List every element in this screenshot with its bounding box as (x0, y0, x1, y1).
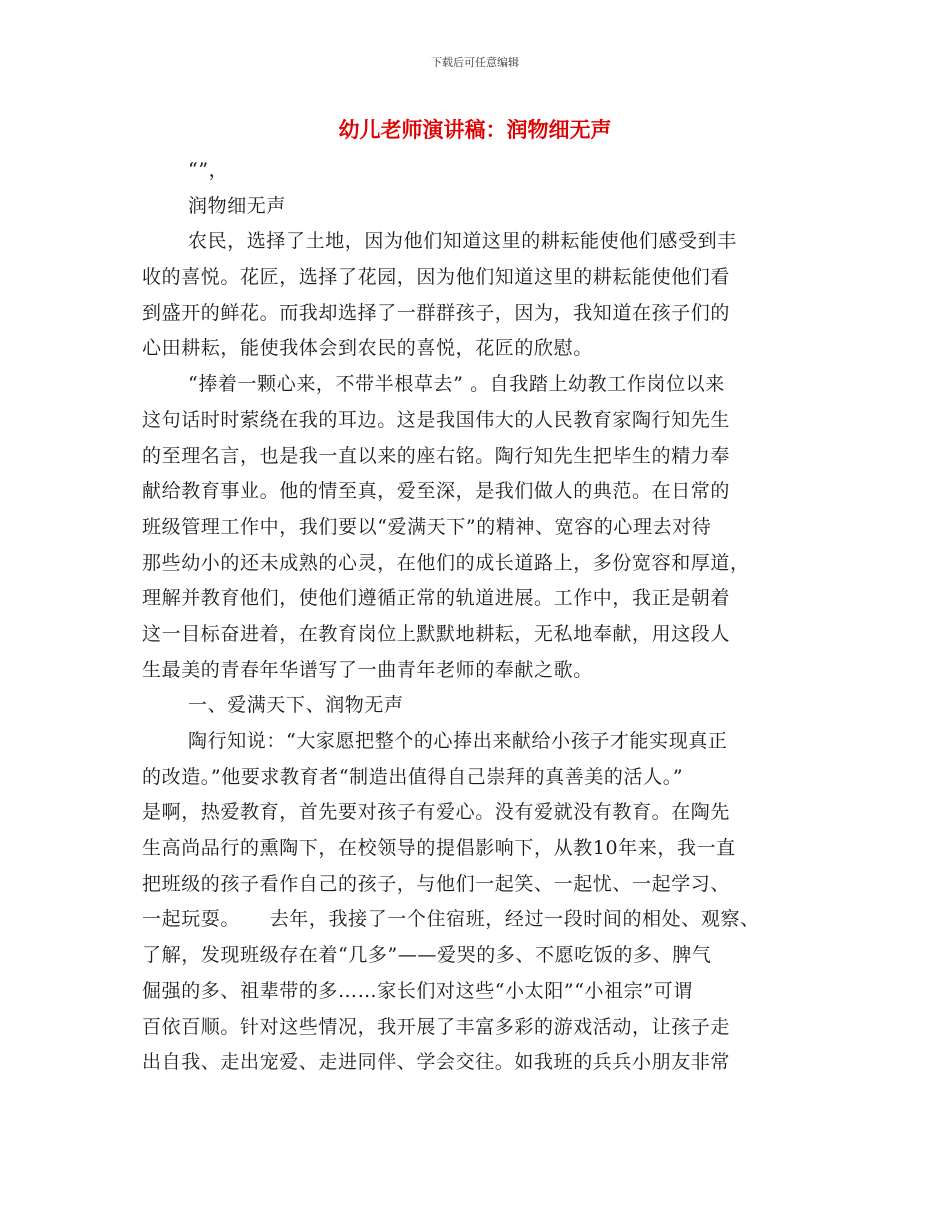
text-line: 那些幼小的还未成熟的心灵，在他们的成长道路上，多份宽容和厚道， (142, 551, 750, 574)
text-line: 这句话时时萦绕在我的耳边。这是我国伟大的人民教育家陶行知先生 (142, 408, 731, 431)
text-line: 倔强的多、祖辈带的多……家长们对这些“小太阳”“小祖宗”可谓 (142, 979, 693, 1002)
text-line: 的至理名言，也是我一直以来的座右铭。陶行知先生把毕生的精力奉 (142, 444, 731, 467)
text-line: 的改造。”他要求教育者“制造出值得自己崇拜的真善美的活人。” (142, 765, 684, 788)
page-header: 下载后可任意编辑 (431, 56, 519, 69)
text-line: 一、爱满天下、润物无声 (188, 694, 404, 717)
text-line: 生高尚品行的熏陶下，在校领导的提倡影响下，从教10年来，我一直 (142, 837, 736, 860)
text-line: 出自我、走出宠爱、走进同伴、学会交往。如我班的兵兵小朋友非常 (142, 1051, 731, 1074)
document-title: 幼儿老师演讲稿：润物细无声 (338, 118, 612, 142)
text-line: 一起玩耍。 去年，我接了一个住宿班，经过一段时间的相处、观察、 (142, 908, 760, 931)
text-line: 这一目标奋进着，在教育岗位上默默地耕耘，无私地奉献，用这段人 (142, 622, 731, 645)
document-body (142, 153, 842, 1081)
text-line: “”， (188, 159, 229, 181)
text-line: 了解，发现班级存在着“几多”——爱哭的多、不愿吃饭的多、脾气 (142, 944, 712, 967)
text-line: 百依百顺。针对这些情况，我开展了丰富多彩的游戏活动，让孩子走 (142, 1015, 731, 1038)
text-line: 收的喜悦。花匠，选择了花园，因为他们知道这里的耕耘能使他们看 (142, 266, 731, 289)
text-line: 陶行知说：“大家愿把整个的心捧出来献给小孩子才能实现真正 (188, 730, 728, 752)
text-line: 润物细无声 (188, 194, 287, 217)
text-line: 农民，选择了土地，因为他们知道这里的耕耘能使他们感受到丰 (188, 230, 737, 253)
text-line: “捧着一颗心来，不带半根草去” 。自我踏上幼教工作岗位以来 (188, 373, 725, 396)
text-line: 班级管理工作中，我们要以“爱满天下”的精神、宽容的心理去对待 (142, 515, 712, 538)
text-line: 心田耕耘，能使我体会到农民的喜悦，花匠的欣慰。 (142, 337, 593, 360)
text-line: 生最美的青春年华谱写了一曲青年老师的奉献之歌。 (142, 658, 593, 681)
text-line: 献给教育事业。他的情至真，爱至深，是我们做人的典范。在日常的 (142, 480, 731, 503)
text-line: 是啊，热爱教育，首先要对孩子有爱心。没有爱就没有教育。在陶先 (142, 801, 731, 824)
text-line: 把班级的孩子看作自己的孩子，与他们一起笑、一起忧、一起学习、 (142, 872, 731, 895)
text-line: 到盛开的鲜花。而我却选择了一群群孩子，因为，我知道在孩子们的 (142, 301, 731, 324)
text-line: 理解并教育他们，使他们遵循正常的轨道进展。工作中，我正是朝着 (142, 587, 731, 610)
